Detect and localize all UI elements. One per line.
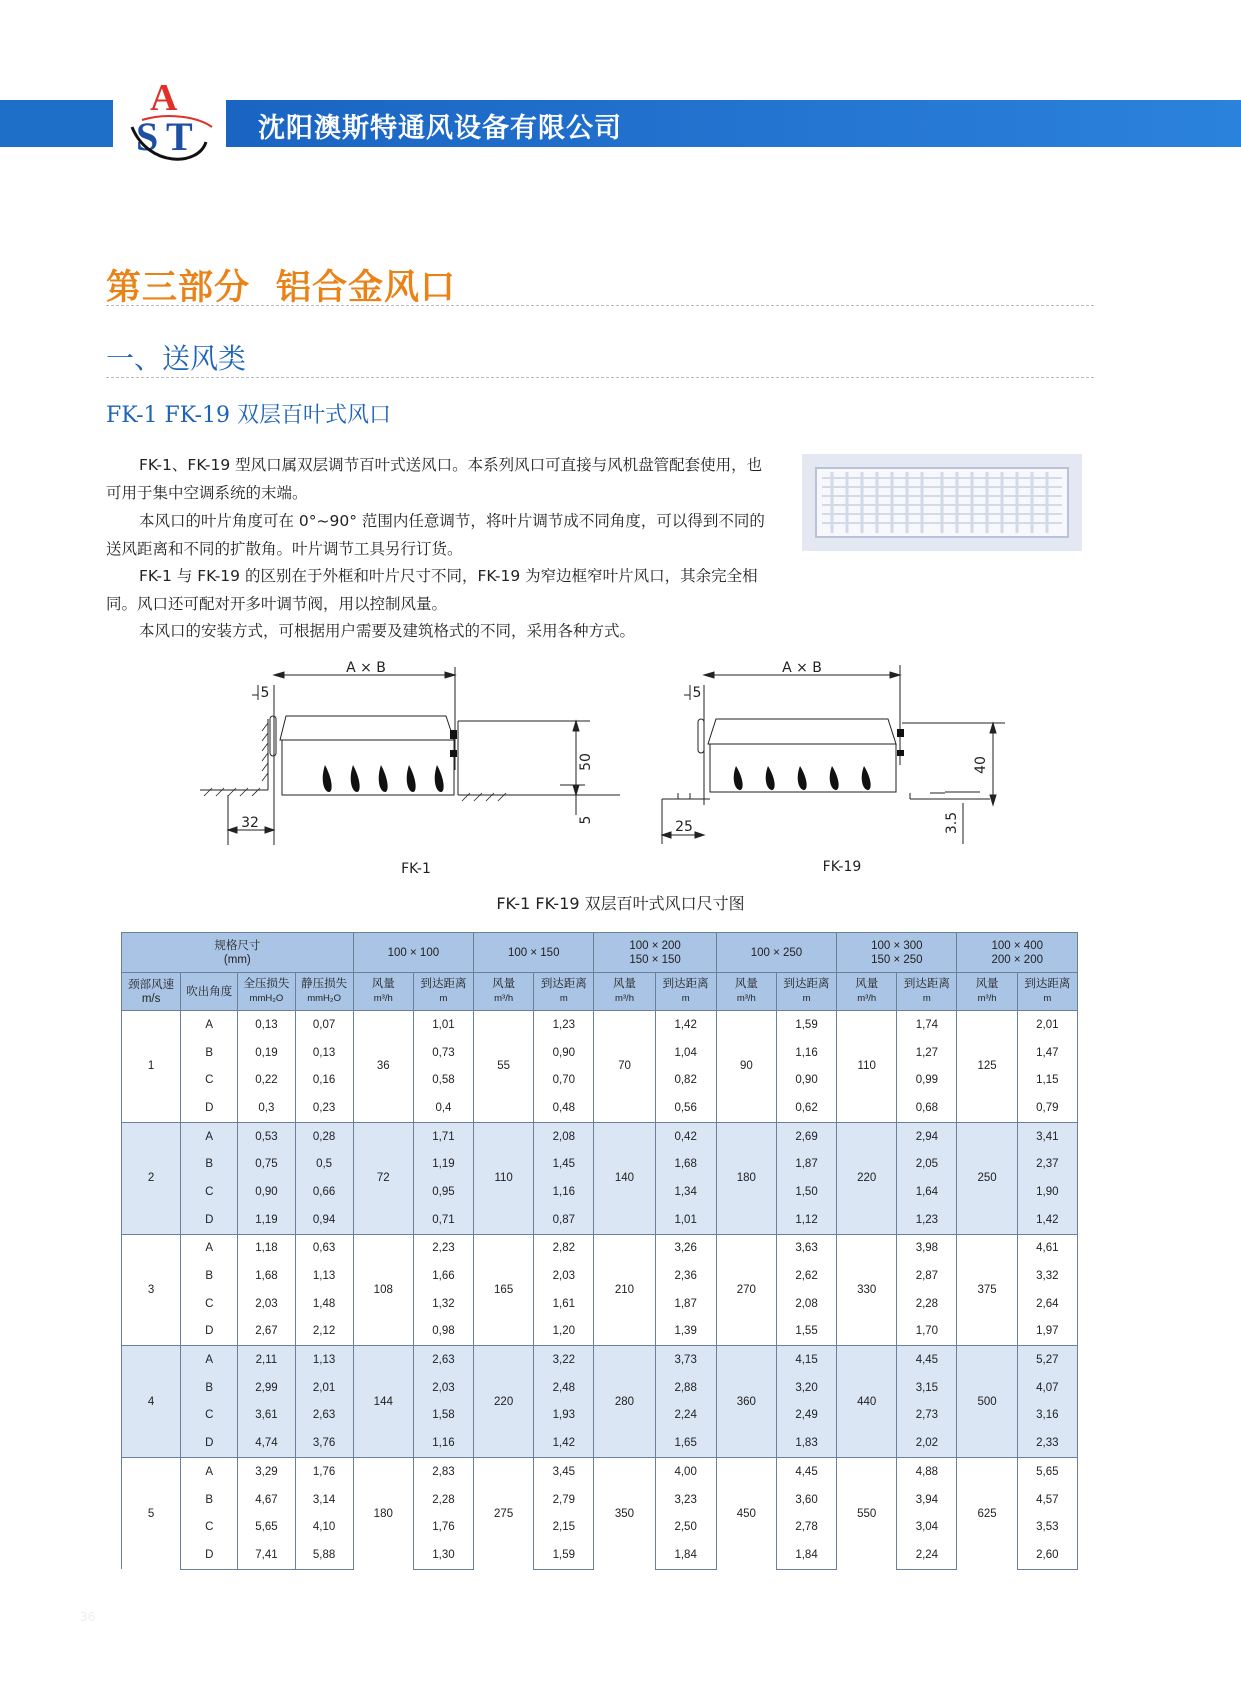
throw-cell: 3,98	[897, 1234, 957, 1262]
throw-cell: 0,56	[655, 1094, 716, 1122]
throw-cell: 3,32	[1017, 1262, 1077, 1290]
throw-cell: 2,24	[655, 1402, 716, 1430]
throw-cell: 1,55	[776, 1318, 836, 1346]
drawing-caption: FK-1 FK-19 双层百叶式风口尺寸图	[496, 894, 745, 913]
throw-cell: 5,65	[1017, 1458, 1077, 1486]
static-loss-cell: 3,14	[295, 1486, 353, 1514]
spec-unit: (mm)	[223, 953, 251, 966]
throw-cell: 3,53	[1017, 1513, 1077, 1541]
total-loss-cell: 4,74	[238, 1429, 295, 1457]
airflow-cell: 270	[716, 1234, 776, 1346]
size-label: 150 × 150	[629, 953, 681, 966]
throw-cell: 1,59	[776, 1011, 836, 1039]
throw-cell: 1,20	[534, 1318, 594, 1346]
throw-cell: 3,15	[897, 1374, 957, 1402]
throw-cell: 2,79	[534, 1486, 594, 1514]
throw-cell: 0,90	[534, 1039, 594, 1067]
divider	[106, 305, 1094, 306]
col-airflow: 风量 m³/h	[957, 973, 1017, 1011]
throw-cell: 1,32	[413, 1290, 473, 1318]
throw-cell: 1,42	[534, 1429, 594, 1457]
static-loss-cell: 0,5	[295, 1150, 353, 1178]
part-title	[106, 260, 456, 310]
total-loss-cell: 2,11	[238, 1346, 295, 1374]
fk1-label: FK-1	[401, 861, 431, 877]
throw-cell: 0,58	[413, 1066, 473, 1094]
col-airflow: 风量 m³/h	[837, 973, 897, 1011]
airflow-cell: 450	[716, 1458, 776, 1570]
static-loss-cell: 3,76	[295, 1429, 353, 1457]
airflow-cell: 55	[474, 1011, 534, 1123]
throw-cell: 2,01	[1017, 1011, 1077, 1039]
angle-cell: C	[181, 1513, 238, 1541]
svg-text:T: T	[166, 114, 193, 159]
total-loss-cell: 2,03	[238, 1290, 295, 1318]
fk1-dim-frame: 5	[260, 685, 270, 701]
throw-cell: 3,16	[1017, 1402, 1077, 1430]
angle-cell: C	[181, 1290, 238, 1318]
fk1-size-label: A × B	[346, 660, 386, 676]
throw-cell: 5,27	[1017, 1346, 1077, 1374]
fk19-dim-flange: 25	[675, 819, 693, 835]
throw-cell: 2,24	[897, 1541, 957, 1569]
angle-cell: B	[181, 1262, 238, 1290]
throw-cell: 1,68	[655, 1150, 716, 1178]
throw-cell: 2,03	[534, 1262, 594, 1290]
fk1-dim-height: 50	[578, 753, 594, 771]
angle-cell: A	[181, 1458, 238, 1486]
table-row	[122, 1346, 1078, 1374]
throw-cell: 3,60	[776, 1486, 836, 1514]
page-number: 36	[80, 1610, 96, 1624]
throw-cell: 0,68	[897, 1094, 957, 1122]
airflow-cell: 440	[837, 1346, 897, 1458]
static-loss-cell: 0,07	[295, 1011, 353, 1039]
airflow-cell: 210	[594, 1234, 655, 1346]
throw-cell: 0,95	[413, 1178, 473, 1206]
throw-cell: 1,84	[776, 1541, 836, 1569]
paragraph: 本风口的叶片角度可在 0°~90° 范围内任意调节，将叶片调节成不同角度，可以得到不同的送风距离和不同的扩散角。叶片调节工具另行订货。	[106, 512, 765, 558]
static-loss-cell: 1,76	[295, 1458, 353, 1486]
static-loss-cell: 2,12	[295, 1318, 353, 1346]
table-row	[122, 1122, 1078, 1150]
throw-cell: 2,03	[413, 1374, 473, 1402]
throw-cell: 2,08	[776, 1290, 836, 1318]
airflow-cell: 350	[594, 1458, 655, 1570]
paragraph: FK-1、FK-19 型风口属双层调节百叶式送风口。本系列风口可直接与风机盘管配套使用，也可用于集中空调系统的末端。	[106, 456, 763, 502]
throw-cell: 3,94	[897, 1486, 957, 1514]
table-row	[122, 1011, 1078, 1039]
angle-cell: B	[181, 1039, 238, 1067]
airflow-cell: 140	[594, 1122, 655, 1234]
throw-cell: 1,90	[1017, 1178, 1077, 1206]
total-loss-cell: 1,19	[238, 1206, 295, 1234]
throw-cell: 2,08	[534, 1122, 594, 1150]
col-total-loss: 全压损失 mmH₂O	[238, 973, 295, 1011]
company-name: 沈阳澳斯特通风设备有限公司	[258, 113, 622, 144]
static-loss-cell: 0,13	[295, 1039, 353, 1067]
spec-table	[121, 932, 1078, 1570]
total-loss-cell: 3,29	[238, 1458, 295, 1486]
fk19-dim-gap: 3.5	[944, 811, 960, 835]
throw-cell: 1,16	[413, 1429, 473, 1457]
throw-cell: 0,48	[534, 1094, 594, 1122]
throw-cell: 1,15	[1017, 1066, 1077, 1094]
throw-cell: 4,57	[1017, 1486, 1077, 1514]
static-loss-cell: 4,10	[295, 1513, 353, 1541]
size-header	[353, 933, 473, 973]
throw-cell: 3,22	[534, 1346, 594, 1374]
throw-cell: 2,83	[413, 1458, 473, 1486]
angle-cell: C	[181, 1402, 238, 1430]
angle-cell: A	[181, 1346, 238, 1374]
throw-cell: 2,23	[413, 1234, 473, 1262]
throw-cell: 1,04	[655, 1039, 716, 1067]
airflow-cell: 125	[957, 1011, 1017, 1123]
airflow-cell: 144	[353, 1346, 413, 1458]
svg-text:S: S	[136, 114, 159, 159]
airflow-cell: 500	[957, 1346, 1017, 1458]
throw-cell: 2,64	[1017, 1290, 1077, 1318]
static-loss-cell: 5,88	[295, 1541, 353, 1569]
col-throw: 到达距离 m	[413, 973, 473, 1011]
total-loss-cell: 0,53	[238, 1122, 295, 1150]
throw-cell: 1,34	[655, 1178, 716, 1206]
throw-cell: 2,02	[897, 1429, 957, 1457]
angle-cell: C	[181, 1178, 238, 1206]
throw-cell: 1,45	[534, 1150, 594, 1178]
speed-cell: 3	[122, 1234, 181, 1346]
part-prefix: 第三部分	[106, 268, 251, 308]
throw-cell: 2,87	[897, 1262, 957, 1290]
throw-cell: 1,74	[897, 1011, 957, 1039]
airflow-cell: 72	[353, 1122, 413, 1234]
throw-cell: 1,58	[413, 1402, 473, 1430]
paragraph: FK-1 与 FK-19 的区别在于外框和叶片尺寸不同，FK-19 为窄边框窄叶片风口，其余完全相同。风口还可配对开多叶调节阀，用以控制风量。	[106, 567, 758, 613]
throw-cell: 0,82	[655, 1066, 716, 1094]
static-loss-cell: 0,63	[295, 1234, 353, 1262]
total-loss-cell: 0,90	[238, 1178, 295, 1206]
static-loss-cell: 0,28	[295, 1122, 353, 1150]
static-loss-cell: 1,13	[295, 1262, 353, 1290]
throw-cell: 1,23	[897, 1206, 957, 1234]
speed-cell: 4	[122, 1346, 181, 1458]
airflow-cell: 180	[353, 1458, 413, 1570]
throw-cell: 2,94	[897, 1122, 957, 1150]
total-loss-cell: 1,68	[238, 1262, 295, 1290]
throw-cell: 1,42	[1017, 1206, 1077, 1234]
throw-cell: 1,42	[655, 1011, 716, 1039]
throw-cell: 2,28	[897, 1290, 957, 1318]
fk1-dim-flange: 32	[241, 815, 259, 831]
throw-cell: 1,84	[655, 1541, 716, 1569]
airflow-cell: 70	[594, 1011, 655, 1123]
airflow-cell: 275	[474, 1458, 534, 1570]
col-throw: 到达距离 m	[897, 973, 957, 1011]
throw-cell: 2,37	[1017, 1150, 1077, 1178]
size-header	[957, 933, 1078, 973]
size-header	[716, 933, 836, 973]
total-loss-cell: 1,18	[238, 1234, 295, 1262]
size-label: 100 × 100	[387, 946, 440, 959]
throw-cell: 0,73	[413, 1039, 473, 1067]
angle-cell: D	[181, 1206, 238, 1234]
angle-cell: D	[181, 1429, 238, 1457]
throw-cell: 2,15	[534, 1513, 594, 1541]
throw-cell: 1,12	[776, 1206, 836, 1234]
airflow-cell: 280	[594, 1346, 655, 1458]
fk19-size-label: A × B	[782, 660, 822, 676]
fk1-dim-gap: 5	[578, 815, 594, 825]
angle-cell: D	[181, 1318, 238, 1346]
table-row	[122, 1458, 1078, 1486]
throw-cell: 2,62	[776, 1262, 836, 1290]
spec-header-cell	[122, 933, 354, 973]
speed-cell: 5	[122, 1458, 181, 1570]
throw-cell: 1,64	[897, 1178, 957, 1206]
size-label: 100 × 250	[750, 946, 803, 959]
part-name: 铝合金风口	[276, 268, 457, 308]
throw-cell: 0,71	[413, 1206, 473, 1234]
static-loss-cell: 0,94	[295, 1206, 353, 1234]
section-title: 一、送风类	[106, 342, 247, 375]
throw-cell: 1,93	[534, 1402, 594, 1430]
sub-header-row	[122, 973, 1078, 1011]
airflow-cell: 108	[353, 1234, 413, 1346]
throw-cell: 1,61	[534, 1290, 594, 1318]
throw-cell: 2,48	[534, 1374, 594, 1402]
size-header	[837, 933, 957, 973]
throw-cell: 1,50	[776, 1178, 836, 1206]
total-loss-cell: 0,22	[238, 1066, 295, 1094]
angle-cell: A	[181, 1122, 238, 1150]
total-loss-cell: 2,99	[238, 1374, 295, 1402]
col-speed: 颈部风速 m/s	[122, 973, 181, 1011]
size-label: 100 × 150	[507, 946, 560, 959]
throw-cell: 3,41	[1017, 1122, 1077, 1150]
airflow-cell: 165	[474, 1234, 534, 1346]
throw-cell: 3,04	[897, 1513, 957, 1541]
static-loss-cell: 2,01	[295, 1374, 353, 1402]
throw-cell: 0,4	[413, 1094, 473, 1122]
throw-cell: 1,70	[897, 1318, 957, 1346]
airflow-cell: 550	[837, 1458, 897, 1570]
throw-cell: 1,87	[776, 1150, 836, 1178]
static-loss-cell: 1,13	[295, 1346, 353, 1374]
fk19-label: FK-19	[822, 859, 862, 875]
static-loss-cell: 0,23	[295, 1094, 353, 1122]
throw-cell: 1,01	[655, 1206, 716, 1234]
speed-cell: 1	[122, 1011, 181, 1123]
throw-cell: 0,99	[897, 1066, 957, 1094]
header-band-left	[0, 100, 113, 147]
airflow-cell: 36	[353, 1011, 413, 1123]
col-airflow: 风量 m³/h	[353, 973, 413, 1011]
static-loss-cell: 0,16	[295, 1066, 353, 1094]
table-body	[122, 1011, 1078, 1570]
size-label: 150 × 250	[871, 953, 923, 966]
airflow-cell: 360	[716, 1346, 776, 1458]
angle-cell: B	[181, 1374, 238, 1402]
throw-cell: 4,61	[1017, 1234, 1077, 1262]
fk19-dim-height: 40	[973, 756, 989, 774]
throw-cell: 2,50	[655, 1513, 716, 1541]
col-throw: 到达距离 m	[655, 973, 716, 1011]
speed-cell: 2	[122, 1122, 181, 1234]
throw-cell: 0,87	[534, 1206, 594, 1234]
throw-cell: 2,78	[776, 1513, 836, 1541]
airflow-cell: 625	[957, 1458, 1017, 1570]
size-label: 100 × 200	[629, 939, 681, 952]
throw-cell: 2,05	[897, 1150, 957, 1178]
throw-cell: 2,69	[776, 1122, 836, 1150]
company-logo	[128, 72, 218, 167]
total-loss-cell: 0,19	[238, 1039, 295, 1067]
throw-cell: 3,45	[534, 1458, 594, 1486]
throw-cell: 1,71	[413, 1122, 473, 1150]
throw-cell: 1,97	[1017, 1318, 1077, 1346]
throw-cell: 0,90	[776, 1066, 836, 1094]
total-loss-cell: 0,3	[238, 1094, 295, 1122]
col-throw: 到达距离 m	[776, 973, 836, 1011]
throw-cell: 1,01	[413, 1011, 473, 1039]
divider	[106, 377, 1094, 378]
throw-cell: 0,62	[776, 1094, 836, 1122]
table-row	[122, 1234, 1078, 1262]
col-airflow: 风量 m³/h	[716, 973, 776, 1011]
airflow-cell: 180	[716, 1122, 776, 1234]
total-loss-cell: 2,67	[238, 1318, 295, 1346]
throw-cell: 2,88	[655, 1374, 716, 1402]
col-airflow: 风量 m³/h	[474, 973, 534, 1011]
throw-cell: 1,19	[413, 1150, 473, 1178]
col-throw: 到达距离 m	[534, 973, 594, 1011]
throw-cell: 4,45	[776, 1458, 836, 1486]
throw-cell: 0,79	[1017, 1094, 1077, 1122]
throw-cell: 1,47	[1017, 1039, 1077, 1067]
size-header	[594, 933, 716, 973]
total-loss-cell: 0,13	[238, 1011, 295, 1039]
product-photo	[802, 454, 1082, 551]
total-loss-cell: 3,61	[238, 1402, 295, 1430]
throw-cell: 2,33	[1017, 1429, 1077, 1457]
angle-cell: D	[181, 1541, 238, 1569]
airflow-cell: 330	[837, 1234, 897, 1346]
total-loss-cell: 4,67	[238, 1486, 295, 1514]
throw-cell: 2,36	[655, 1262, 716, 1290]
throw-cell: 0,42	[655, 1122, 716, 1150]
static-loss-cell: 0,66	[295, 1178, 353, 1206]
throw-cell: 2,28	[413, 1486, 473, 1514]
product-title: FK-1 FK-19 双层百叶式风口	[106, 403, 392, 428]
throw-cell: 2,82	[534, 1234, 594, 1262]
throw-cell: 3,63	[776, 1234, 836, 1262]
total-loss-cell: 7,41	[238, 1541, 295, 1569]
throw-cell: 1,23	[534, 1011, 594, 1039]
size-label: 100 × 300	[871, 939, 923, 952]
throw-cell: 4,15	[776, 1346, 836, 1374]
throw-cell: 1,65	[655, 1429, 716, 1457]
throw-cell: 1,59	[534, 1541, 594, 1569]
airflow-cell: 220	[474, 1346, 534, 1458]
throw-cell: 3,23	[655, 1486, 716, 1514]
throw-cell: 2,63	[413, 1346, 473, 1374]
throw-cell: 1,16	[776, 1039, 836, 1067]
throw-cell: 2,60	[1017, 1541, 1077, 1569]
throw-cell: 1,16	[534, 1178, 594, 1206]
angle-cell: B	[181, 1486, 238, 1514]
throw-cell: 1,30	[413, 1541, 473, 1569]
static-loss-cell: 2,63	[295, 1402, 353, 1430]
col-angle: 吹出角度	[181, 973, 238, 1011]
throw-cell: 0,98	[413, 1318, 473, 1346]
col-airflow: 风量 m³/h	[594, 973, 655, 1011]
svg-text:A: A	[150, 77, 178, 119]
throw-cell: 3,20	[776, 1374, 836, 1402]
airflow-cell: 110	[837, 1011, 897, 1123]
angle-cell: A	[181, 1234, 238, 1262]
size-label: 200 × 200	[991, 953, 1043, 966]
angle-cell: C	[181, 1066, 238, 1094]
throw-cell: 2,49	[776, 1402, 836, 1430]
throw-cell: 1,76	[413, 1513, 473, 1541]
dimension-drawing	[190, 655, 1040, 895]
throw-cell: 4,00	[655, 1458, 716, 1486]
throw-cell: 2,73	[897, 1402, 957, 1430]
throw-cell: 1,39	[655, 1318, 716, 1346]
paragraph: 本风口的安装方式，可根据用户需要及建筑格式的不同，采用各种方式。	[139, 622, 636, 640]
col-throw: 到达距离 m	[1017, 973, 1077, 1011]
throw-cell: 1,66	[413, 1262, 473, 1290]
spec-header: 规格尺寸	[214, 939, 261, 952]
total-loss-cell: 0,75	[238, 1150, 295, 1178]
airflow-cell: 375	[957, 1234, 1017, 1346]
airflow-cell: 250	[957, 1122, 1017, 1234]
throw-cell: 1,83	[776, 1429, 836, 1457]
airflow-cell: 110	[474, 1122, 534, 1234]
angle-cell: B	[181, 1150, 238, 1178]
col-static-loss: 静压损失 mmH₂O	[295, 973, 353, 1011]
throw-cell: 3,26	[655, 1234, 716, 1262]
airflow-cell: 220	[837, 1122, 897, 1234]
throw-cell: 0,70	[534, 1066, 594, 1094]
fk19-dim-frame: 5	[692, 685, 702, 701]
angle-cell: A	[181, 1011, 238, 1039]
throw-cell: 3,73	[655, 1346, 716, 1374]
total-loss-cell: 5,65	[238, 1513, 295, 1541]
angle-cell: D	[181, 1094, 238, 1122]
throw-cell: 1,87	[655, 1290, 716, 1318]
airflow-cell: 90	[716, 1011, 776, 1123]
throw-cell: 1,27	[897, 1039, 957, 1067]
throw-cell: 4,45	[897, 1346, 957, 1374]
size-header	[474, 933, 594, 973]
throw-cell: 4,07	[1017, 1374, 1077, 1402]
throw-cell: 4,88	[897, 1458, 957, 1486]
static-loss-cell: 1,48	[295, 1290, 353, 1318]
size-label: 100 × 400	[991, 939, 1043, 952]
